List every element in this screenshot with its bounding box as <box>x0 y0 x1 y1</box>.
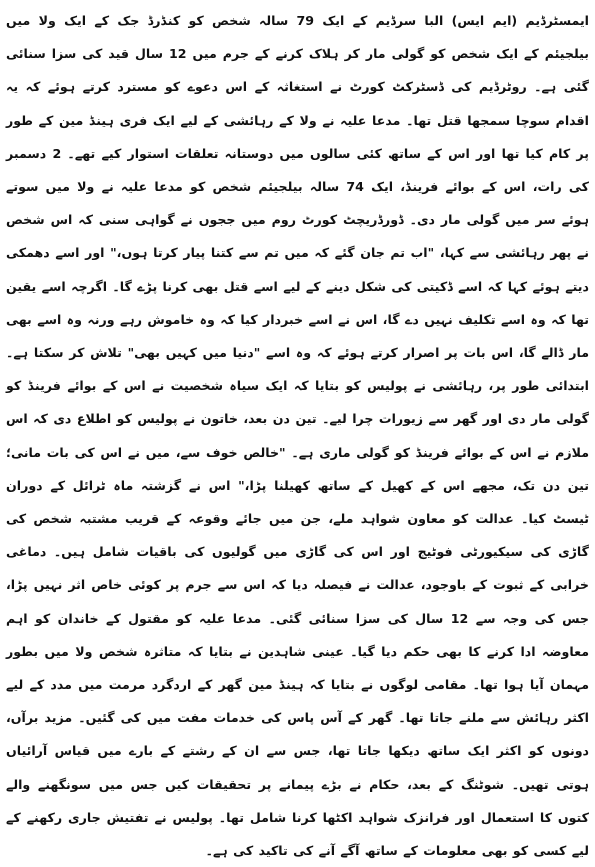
article-body: ایمسٹرڈیم (ایم ایس) البا سرڈیم کے ایک 79 سالہ شخص کو کنڈرڈ جک کے ایک ولا میں بیلجیئم کے ایک شخص کو گولی مار کر ہلاک کرنے کے جرم میں 12 سال قید کی سزا سنائی گئی ہے۔ روٹرڈیم کی ڈسٹرکٹ کورٹ نے استغاثہ کے اس دعوے کو مسترد کرتے ہوئے کہ یہ اقدام سوچا سمجھا قتل تھا۔ مدعا علیہ نے ولا کے رہائشی کے لیے ایک فری ہینڈ مین کے طور پر کام کیا تھا اور اس کے ساتھ کئی سالوں میں دوستانہ تعلقات استوار کیے تھے۔ 2 دسمبر کی رات، اس کے بوائے فرینڈ، ایک 74 سالہ بیلجیئم شخص کو مدعا علیہ نے ولا میں سوتے ہوئے سر میں گولی مار دی۔ ڈورڈریچٹ کورٹ روم میں ججوں نے گواہی سنی کہ اس شخص نے پھر رہائشی سے کہا، "اب تم جان گئے کہ میں تم سے کتنا پیار کرتا ہوں،" اور اسے دھمکی دیتے ہوئے کہا کہ اسے ڈکیتی کی شکل دینے کے لیے اسے قتل بھی کرنا پڑے گا۔ اگرچہ اسے یقین تھا کہ وہ اسے تکلیف نہیں دے گا، اس نے اسے خبردار کیا کہ وہ خاموش رہے ورنہ وہ اسے بھی مار ڈالے گا، اس بات پر اصرار کرتے ہوئے کہ وہ اسے "دنیا میں کہیں بھی" تلاش کر سکتا ہے۔ ابتدائی طور پر، رہائشی نے پولیس کو بتایا کہ ایک سیاہ شخصیت نے اس کے بوائے فرینڈ کو گولی مار دی اور گھر سے زیورات چرا لیے۔ تین دن بعد، خاتون نے پولیس کو اطلاع دی کہ اس ملازم نے اس کے بوائے فرینڈ کو گولی ماری ہے۔ "خالص خوف سے، میں نے اس کی بات مانی؛ تین دن تک، مجھے اس کے کھیل کے ساتھ کھیلنا پڑا،" اس نے گزشتہ ماہ ٹرائل کے دوران ٹیسٹ کیا۔ عدالت کو معاون شواہد ملے، جن میں جائے وقوعہ کے قریب مشتبہ شخص کی گاڑی کی سیکیورٹی فوٹیج اور اس کی گاڑی میں گولیوں کی باقیات شامل ہیں۔ دماغی خرابی کے ثبوت کے باوجود، عدالت نے فیصلہ دیا کہ اس سے جرم پر کوئی خاص اثر نہیں پڑا، جس کی وجہ سے 12 سال کی سزا سنائی گئی۔ مدعا علیہ کو مقتول کے خاندان کو اہم معاوضہ ادا کرنے کا بھی حکم دیا گیا۔ عینی شاہدین نے بتایا کہ متاثرہ شخص ولا میں بطور مہمان آیا ہوا تھا۔ مقامی لوگوں نے بتایا کہ ہینڈ مین گھر کے اردگرد مرمت میں مدد کے لیے اکثر رہائش سے ملنے جاتا تھا۔ گھر کے آس پاس کی خدمات مفت میں کی گئیں۔ مزید برآں، دونوں کو اکثر ایک ساتھ دیکھا جاتا تھا، جس سے ان کے رشتے کے بارے میں قیاس آرائیاں ہوتی تھیں۔ شوٹنگ کے بعد، حکام نے بڑے پیمانے پر تحقیقات کیں جس میں سونگھنے والے کتوں کا استعمال اور فرانزک شواہد اکٹھا کرنا شامل تھا۔ پولیس نے تفتیش جاری رکھنے کے لیے کسی کو بھی معلومات کے ساتھ آگے آنے کی تاکید کی ہے۔ <box>5 13 590 859</box>
